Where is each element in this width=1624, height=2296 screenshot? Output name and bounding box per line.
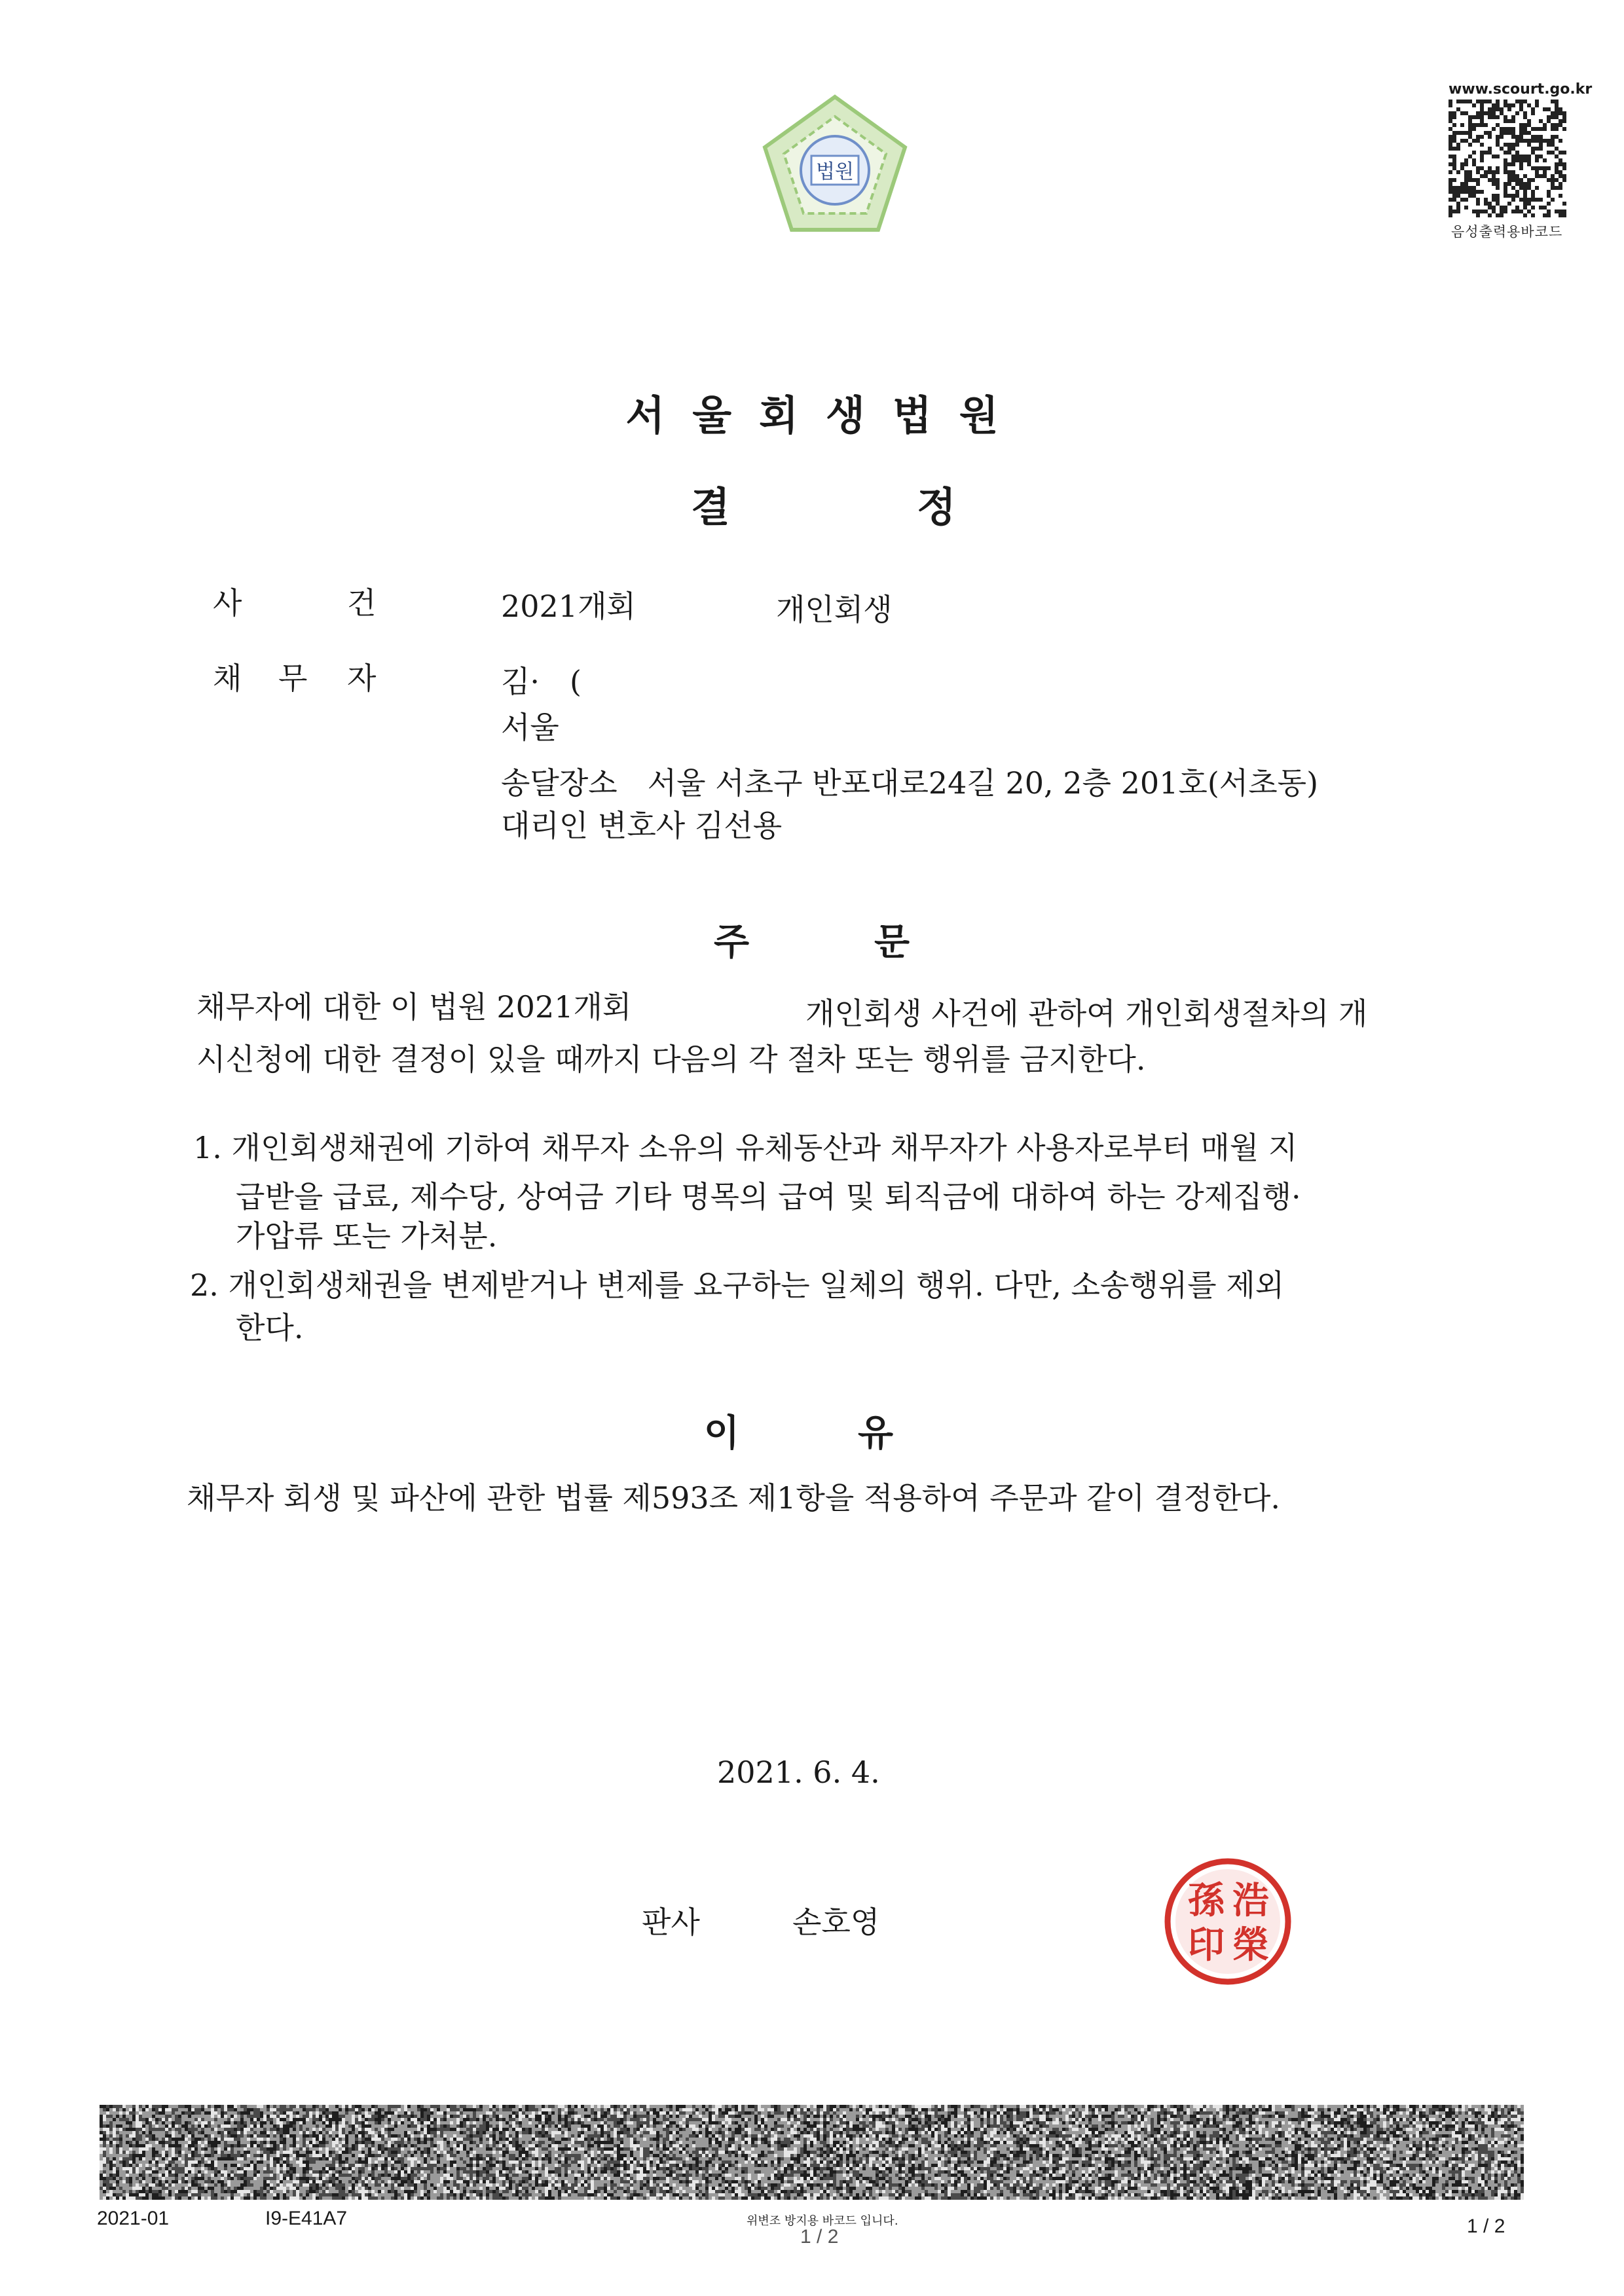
doc-title-char-1: 결 [691, 483, 730, 531]
service-address: 송달장소 서울 서초구 반포대로24길 20, 2층 201호(서초동) [501, 765, 1319, 801]
case-number: 2021개회 [501, 589, 636, 624]
reason-text: 채무자 회생 및 파산에 관한 법률 제593조 제1항을 적용하여 주문과 같이 결정한다. [187, 1480, 1281, 1516]
judge-name: 손호영 [792, 1904, 880, 1940]
case-label-char-2: 건 [347, 585, 377, 621]
footer-code-mid: I9-E41A7 [265, 2208, 348, 2229]
order-item-1-line-1: 1. 개인회생채권에 기하여 채무자 소유의 유체동산과 채무자가 사용자로부터 매월 지 [193, 1130, 1298, 1165]
debtor-label-char-1: 채 [213, 661, 242, 696]
debtor-address: 서울 [501, 710, 559, 745]
debtor-label-char-3: 자 [347, 661, 377, 696]
svg-text:浩: 浩 [1232, 1879, 1269, 1922]
reason-heading-char-1: 이 [704, 1412, 740, 1455]
court-title: 서울회생법원 [625, 392, 1026, 439]
judge-seal-icon [1159, 1853, 1297, 1990]
barcode-note: 위변조 방지용 바코드 입니다. [747, 2214, 898, 2228]
qr-code-icon [1449, 100, 1566, 217]
emblem-text: 법원 [816, 160, 854, 183]
svg-text:孫: 孫 [1188, 1879, 1225, 1922]
svg-text:榮: 榮 [1232, 1923, 1269, 1967]
order-heading-char-1: 주 [714, 920, 750, 964]
order-item-2-line-1: 2. 개인회생채권을 변제받거나 변제를 요구하는 일체의 행위. 다만, 소송행위를 제외 [190, 1267, 1285, 1303]
order-intro-line-2: 시신청에 대한 결정이 있을 때까지 다음의 각 절차 또는 행위를 금지한다. [196, 1042, 1146, 1077]
order-heading-char-2: 문 [874, 920, 910, 964]
judge-title: 판사 [642, 1904, 700, 1940]
svg-text:印: 印 [1188, 1923, 1225, 1967]
order-intro-line-1b: 개인회생 사건에 관하여 개인회생절차의 개 [805, 996, 1368, 1031]
page-number-right: 1 / 2 [1467, 2215, 1505, 2237]
court-emblem-icon [756, 92, 913, 249]
case-type: 개인회생 [776, 592, 893, 627]
security-barcode-icon [100, 2105, 1524, 2200]
order-intro-line-1a: 채무자에 대한 이 법원 2021개회 [196, 989, 632, 1025]
case-label-char-1: 사 [213, 585, 242, 621]
qr-caption: 음성출력용바코드 [1451, 224, 1563, 240]
order-item-2-line-2: 한다. [236, 1310, 304, 1345]
reason-heading-char-2: 유 [858, 1412, 894, 1455]
order-item-1-line-2: 급받을 급료, 제수당, 상여금 기타 명목의 급여 및 퇴직금에 대하여 하는 강제집행· [236, 1179, 1301, 1214]
representative: 대리인 변호사 김선용 [501, 808, 783, 843]
debtor-name: 김· ( [501, 664, 582, 699]
decision-date: 2021. 6. 4. [717, 1755, 880, 1790]
debtor-label-char-2: 무 [278, 661, 308, 696]
page-number-center: 1 / 2 [800, 2226, 839, 2248]
order-item-1-line-3: 가압류 또는 가처분. [236, 1218, 498, 1254]
footer-code-left: 2021-01 [97, 2208, 170, 2229]
doc-title-char-2: 정 [917, 483, 956, 531]
qr-site-url: www.scourt.go.kr [1449, 81, 1593, 98]
